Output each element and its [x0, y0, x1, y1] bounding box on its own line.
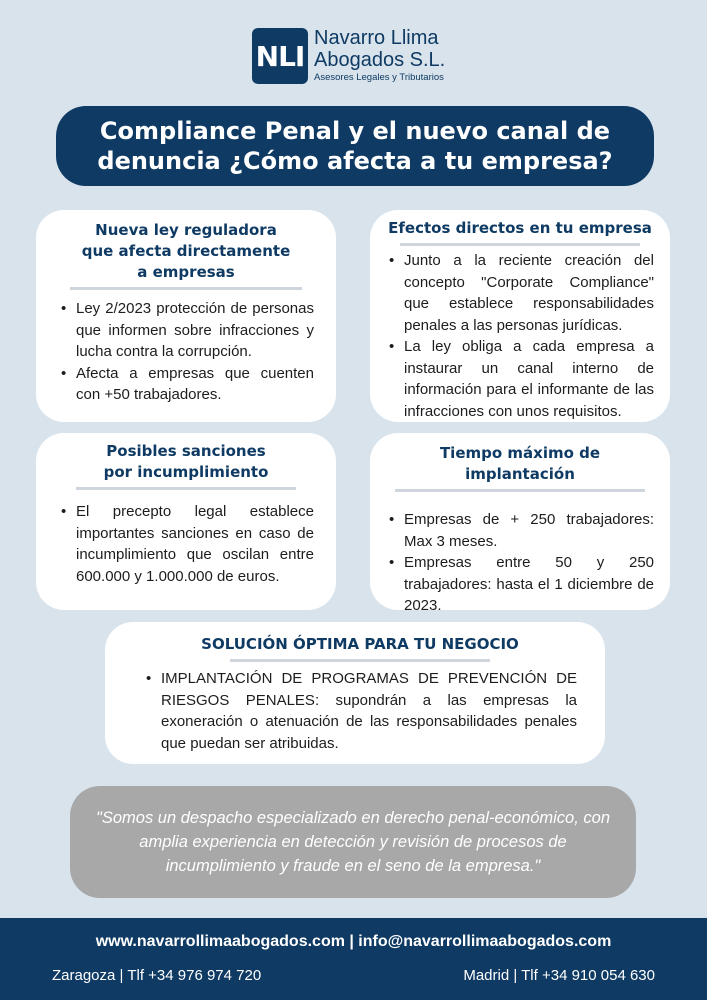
- list-item: • Ley 2/2023 protección de personas que informen sobre infracciones y lucha contra la corrupción.: [76, 298, 314, 363]
- heading-divider: [230, 659, 490, 662]
- footer-web-email[interactable]: www.navarrollimaabogados.com | info@navarrollimaabogados.com: [95, 933, 612, 950]
- card-solucion-optima: [105, 622, 605, 764]
- heading-divider: [70, 287, 302, 290]
- quote-text: "Somos un despacho especializado en derecho penal-económico, con amplia experiencia en detección y revisión de procesos de incumplimiento y fraude en el seno de la empresa.": [95, 809, 611, 875]
- card-nueva-ley: [36, 210, 336, 422]
- bullet-list: [386, 250, 654, 422]
- bullet-list: [143, 668, 577, 754]
- list-item: • IMPLANTACIÓN DE PROGRAMAS DE PREVENCIÓN DE RIESGOS PENALES: supondrán a las empresas la exoneración o atenuación de las responsabilidades penales que puedan ser atribuidas.: [161, 668, 577, 754]
- footer-zaragoza: Zaragoza | Tlf +34 976 974 720: [52, 967, 262, 984]
- card-heading: [58, 441, 314, 483]
- card-heading: Efectos directos en tu empresa: [388, 219, 652, 237]
- page-title: [97, 116, 612, 176]
- list-item: • Afecta a empresas que cuenten con +50 trabajadores.: [76, 363, 314, 406]
- list-item: • Empresas entre 50 y 250 trabajadores: hasta el 1 diciembre de 2023.: [404, 552, 654, 617]
- list-item: • La ley obliga a cada empresa a instaurar un canal interno de información para el informante de las infracciones con unos requisitos.: [404, 336, 654, 422]
- footer-madrid: Madrid | Tlf +34 910 054 630: [463, 967, 655, 984]
- list-item: • Empresas de + 250 trabajadores: Max 3 meses.: [404, 509, 654, 552]
- heading-divider: [400, 243, 640, 246]
- list-item: • El precepto legal establece importantes sanciones en caso de incumplimiento que oscilan entre 600.000 y 1.000.000 de euros.: [76, 501, 314, 587]
- card-tiempo-maximo: [370, 433, 670, 614]
- bullet-list: [58, 298, 314, 406]
- title-banner: [56, 106, 654, 186]
- bullet-list: [386, 509, 654, 617]
- logo-tagline: Asesores Legales y Tributarios: [314, 72, 444, 83]
- footer: [0, 918, 707, 1000]
- logo: [252, 28, 472, 86]
- logo-mark: NLI: [252, 28, 308, 84]
- quote-box: [70, 786, 636, 898]
- card-heading: [58, 220, 314, 283]
- card-heading: SOLUCIÓN ÓPTIMA PARA TU NEGOCIO: [201, 635, 519, 653]
- page-title-line2: denuncia ¿Cómo afecta a tu empresa?: [97, 147, 613, 175]
- heading-divider: [395, 489, 645, 492]
- heading-divider: [76, 487, 296, 490]
- bullet-list: [58, 501, 314, 587]
- heading-line: Posibles sanciones: [106, 442, 266, 460]
- logo-name-line1: Navarro Llima: [314, 27, 439, 49]
- page-title-line1: Compliance Penal y el nuevo canal de: [99, 117, 611, 145]
- card-heading: Tiempo máximo de implantación: [439, 444, 601, 483]
- card-efectos-directos: [370, 210, 670, 422]
- logo-name: [314, 27, 445, 71]
- list-item: • Junto a la reciente creación del concepto "Corporate Compliance" que establece responsabilidades penales a las personas jurídicas.: [404, 250, 654, 336]
- heading-line: Nueva ley reguladora: [95, 221, 277, 239]
- logo-name-line2: Abogados S.L.: [314, 49, 446, 71]
- heading-line: por incumplimiento: [103, 463, 269, 481]
- heading-line: que afecta directamente: [81, 242, 291, 260]
- heading-line: a empresas: [137, 263, 235, 281]
- card-posibles-sanciones: [36, 433, 336, 610]
